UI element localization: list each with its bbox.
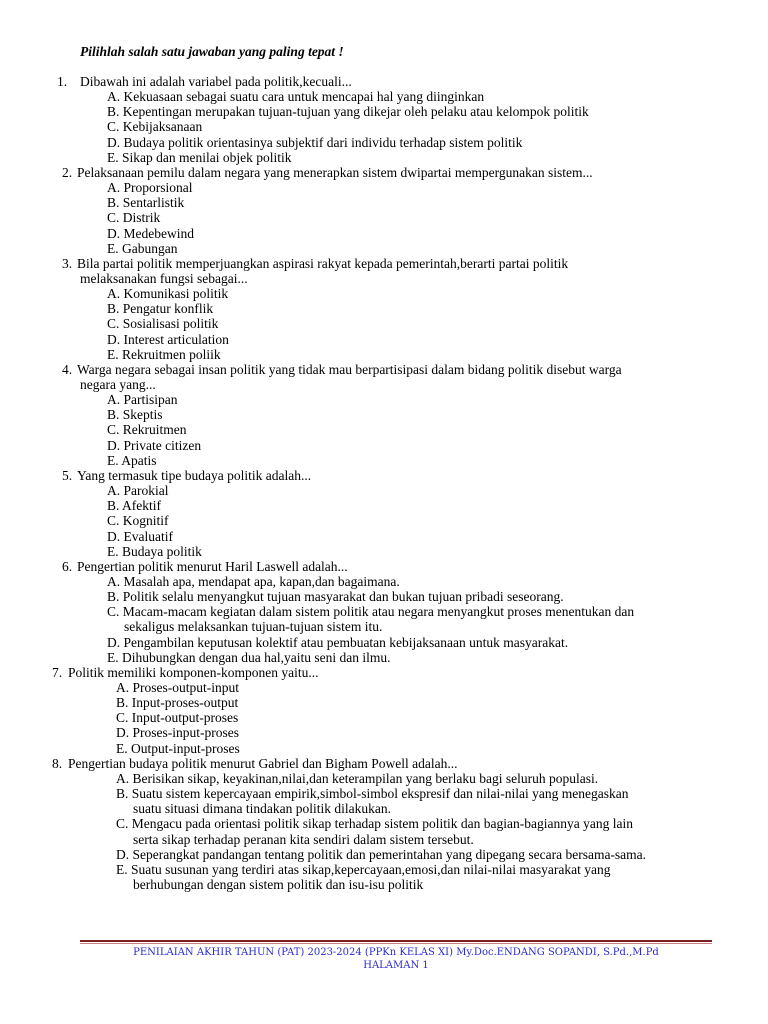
question-number: 7.	[52, 664, 63, 680]
answer-option: B. Kepentingan merupakan tujuan-tujuan yang dikejar oleh pelaku atau kelompok politik	[107, 104, 589, 120]
question-number: 6.	[62, 558, 73, 574]
answer-option: E. Dihubungkan dengan dua hal,yaitu seni dan ilmu.	[107, 649, 391, 665]
answer-option: C. Macam-macam kegiatan dalam sistem politik atau negara menyangkut proses menentukan dan	[107, 604, 635, 620]
question-text: negara yang...	[80, 377, 156, 392]
answer-option: A. Kekuasaan sebagai suatu cara untuk mencapai hal yang diinginkan	[107, 89, 485, 105]
footer-page-number: HALAMAN 1	[363, 960, 429, 971]
answer-option: D. Evaluatif	[107, 528, 173, 544]
answer-option: E. Gabungan	[107, 240, 178, 256]
answer-option: D. Medebewind	[107, 225, 194, 241]
answer-option: D. Budaya politik orientasinya subjektif dari individu terhadap sistem politik	[107, 134, 523, 150]
answer-option: B. Politik selalu menyangkut tujuan masyarakat dan bukan tujuan pribadi seseorang.	[107, 589, 564, 605]
answer-option: A. Parokial	[107, 483, 169, 499]
answer-option: D. Proses-input-proses	[116, 725, 239, 741]
answer-option: C. Mengacu pada orientasi politik sikap terhadap sistem politik dan bagian-bagiannya yang lain	[116, 816, 633, 832]
answer-option: E. Rekruitmen poliik	[107, 346, 221, 362]
answer-option: E. Output-input-proses	[116, 740, 240, 756]
answer-option: B. Sentarlistik	[107, 195, 185, 211]
answer-option: A. Proporsional	[107, 180, 193, 196]
answer-option: E. Sikap dan menilai objek politik	[107, 149, 292, 165]
answer-option: D. Private citizen	[107, 437, 202, 453]
answer-option: B. Afektif	[107, 498, 161, 514]
answer-option: B. Skeptis	[107, 407, 163, 423]
question-text: Pelaksanaan pemilu dalam negara yang menerapkan sistem dwipartai mempergunakan sistem...	[77, 164, 593, 180]
answer-option: suatu situasi dimana tindakan politik dilakukan.	[133, 801, 391, 817]
question-number: 3.	[62, 255, 73, 271]
answer-option: C. Kognitif	[107, 513, 169, 529]
question-text: melaksanakan fungsi sebagai...	[80, 270, 248, 286]
question-number: 1.	[57, 74, 68, 89]
question-text: Warga negara sebagai insan politik yang tidak mau berpartisipasi dalam bidang politik disebut warga	[77, 361, 622, 377]
question-text: Politik memiliki komponen-komponen yaitu...	[68, 664, 319, 680]
answer-option: berhubungan dengan sistem politik dan isu-isu politik	[133, 876, 424, 892]
answer-option: A. Proses-output-input	[116, 680, 239, 695]
footer-rule	[80, 940, 712, 942]
question-number: 4.	[62, 361, 73, 377]
answer-option: E. Suatu susunan yang terdiri atas sikap,kepercayaan,emosi,dan nilai-nilai masyarakat yang	[116, 861, 611, 877]
answer-option: A. Komunikasi politik	[107, 286, 229, 302]
answer-option: A. Masalah apa, mendapat apa, kapan,dan bagaimana.	[107, 573, 400, 589]
answer-option: D. Seperangkat pandangan tentang politik dan pemerintahan yang dipegang secara bersama-sama.	[116, 846, 647, 862]
answer-option: C. Input-output-proses	[116, 710, 239, 726]
answer-option: E. Budaya politik	[107, 543, 202, 559]
footer-rule-thin	[80, 943, 712, 944]
answer-option: sekaligus melaksankan tujuan-tujuan sistem itu.	[124, 619, 383, 635]
answer-option: C. Rekruitmen	[107, 422, 187, 438]
question-number: 8.	[52, 755, 63, 771]
question-number: 2.	[62, 164, 73, 180]
question-text: Bila partai politik memperjuangkan aspirasi rakyat kepada pemerintah,berarti partai politik	[77, 255, 569, 271]
instruction-text: Pilihlah salah satu jawaban yang paling tepat !	[80, 44, 344, 59]
question-text: Pengertian politik menurut Haril Laswell adalah...	[77, 558, 348, 574]
answer-option: A. Partisipan	[107, 392, 178, 408]
question-text: Pengertian budaya politik menurut Gabriel dan Bigham Powell adalah...	[68, 755, 458, 771]
question-number: 5.	[62, 467, 73, 483]
footer-title: PENILAIAN AKHIR TAHUN (PAT) 2023-2024 (PPKn KELAS XI) My.Doc.ENDANG SOPANDI, S.Pd.,M.Pd	[133, 947, 659, 958]
question-text: Yang termasuk tipe budaya politik adalah...	[77, 467, 312, 483]
answer-option: C. Kebijaksanaan	[107, 119, 203, 135]
answer-option: C. Sosialisasi politik	[107, 316, 219, 332]
answer-option: B. Pengatur konflik	[107, 301, 214, 317]
answer-option: serta sikap terhadap peranan kita sendiri dalam sistem tersebut.	[133, 831, 474, 847]
answer-option: D. Interest articulation	[107, 331, 229, 347]
answer-option: A. Berisikan sikap, keyakinan,nilai,dan keterampilan yang berlaku bagi seluruh populasi.	[116, 770, 599, 786]
answer-option: E. Apatis	[107, 452, 157, 468]
answer-option: D. Pengambilan keputusan kolektif atau pembuatan kebijaksanaan untuk masyarakat.	[107, 634, 569, 650]
answer-option: B. Suatu sistem kepercayaan empirik,simbol-simbol ekspresif dan nilai-nilai yang menegaskan	[116, 786, 629, 802]
question-text: Dibawah ini adalah variabel pada politik,kecuali...	[80, 74, 352, 89]
answer-option: B. Input-proses-output	[116, 695, 239, 711]
answer-option: C. Distrik	[107, 210, 161, 226]
